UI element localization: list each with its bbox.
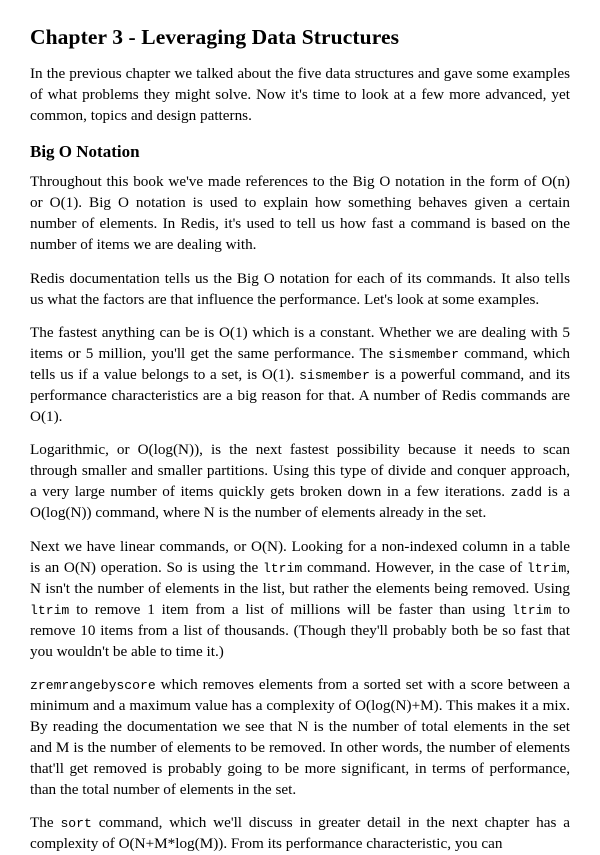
code-ltrim-2: ltrim	[526, 560, 567, 576]
code-ltrim-3: ltrim	[30, 602, 70, 618]
text-run: is a powerful command, and its performance characteristics are a big reason for that. A number of Redis commands are O(1).	[30, 365, 570, 425]
paragraph-linear	[30, 537, 570, 663]
text-run: command, which tells us if a value belongs to a set, is O(1).	[30, 345, 570, 383]
code-zremrangebyscore: zremrangebyscore	[30, 678, 156, 694]
code-sismember-1: sismember	[388, 347, 459, 363]
paragraph-sort-command	[30, 813, 570, 855]
paragraph-redis-docs	[30, 269, 570, 311]
text-run: command. However, in the case of	[302, 558, 527, 576]
text-run: Throughout this book we've made references to the Big O notation in the form of O(n) or O(1). Big O notation is used to explain how something behaves given a certain number of elements. In Redis, it's used to tell us how fast a command is based on the number of items we are dealing with.	[30, 173, 570, 254]
text-run: Next we have linear commands, or O(N). Looking for a non-indexed column in a table is an O(N) operation. So is using the	[30, 537, 570, 576]
text-run: is a O(log(N)) command, where N is the number of elements already in the set.	[30, 483, 570, 522]
paragraph-big-o-intro	[30, 172, 570, 256]
paragraph-logarithmic	[30, 440, 570, 524]
text-run: to remove 1 item from a list of millions will be faster than using	[69, 600, 513, 618]
code-ltrim-4: ltrim	[512, 602, 552, 618]
paragraph-constant-time	[30, 323, 570, 428]
code-sort: sort	[60, 816, 92, 832]
paragraph-zremrangebyscore	[30, 675, 570, 801]
text-run: to remove 10 items from a list of thousands. (Though they'll probably both be so fast that you wouldn't be able to time it.)	[30, 600, 570, 660]
code-ltrim-1: ltrim	[262, 560, 303, 576]
code-zadd: zadd	[510, 485, 543, 501]
text-run: which removes elements from a sorted set with a score between a minimum and a maximum value has a complexity of O(log(N)+M). This makes it a mix. By reading the documentation we see that N is the number of total elements in the set and M is the number of elements to be removed. In other words, the number of elements that'll get removed is probably going to be more significant, in terms of performance, than the total number of elements in the set.	[30, 676, 570, 798]
text-run: The	[30, 814, 61, 832]
page-title: Chapter 3 - Leveraging Data Structures	[30, 25, 400, 49]
intro-paragraph: In the previous chapter we talked about the five data structures and gave some examples of what problems they might solve. Now it's time to look at a few more advanced, yet common, topics and design patterns.	[30, 64, 570, 124]
text-run: The fastest anything can be is O(1) which is a constant. Whether we are dealing with 5 items or 5 million, you'll get the same performance. The	[30, 324, 570, 363]
code-sismember-2: sismember	[299, 367, 370, 383]
text-run: , N isn't the number of elements in the list, but rather the elements being removed. Using	[30, 558, 570, 597]
text-run: Logarithmic, or O(log(N)), is the next fastest possibility because it needs to scan through smaller and smaller partitions. Using this type of divide and conquer approach, a very large number of items quickly gets broken down in a few iterations.	[30, 441, 570, 501]
text-run: Redis documentation tells us the Big O notation for each of its commands. It also tells us what the factors are that influence the performance. Let's look at some examples.	[30, 269, 570, 308]
section-heading-big-o-notation: Big O Notation	[30, 141, 140, 161]
text-run: command, which we'll discuss in greater detail in the next chapter has a complexity of O(N+M*log(M)). From its performance characteristic, you can	[30, 814, 570, 853]
